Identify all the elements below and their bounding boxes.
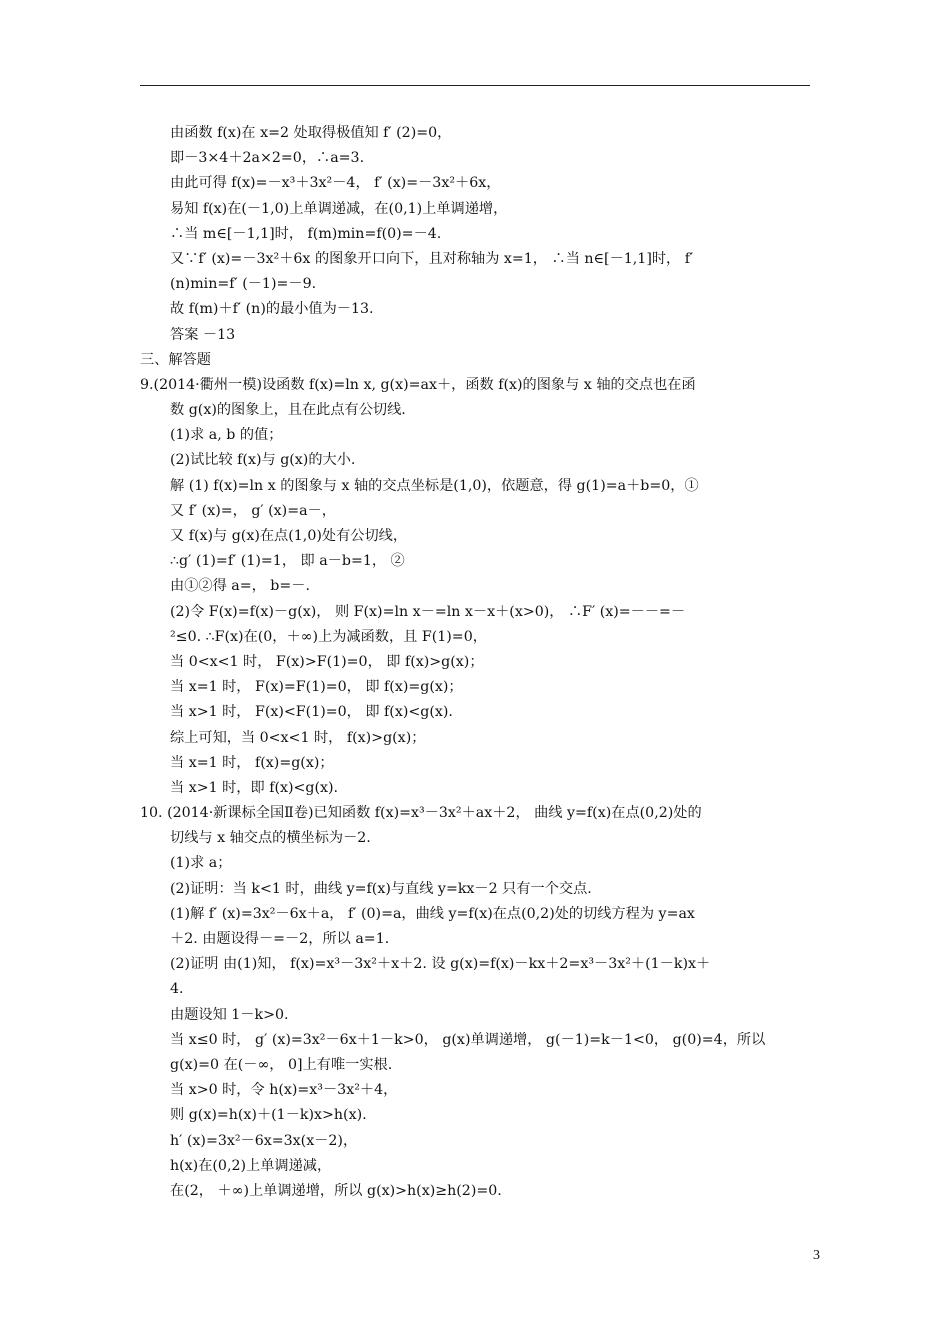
text-line: 当 x>1 时， F(x)<F(1)=0， 即 f(x)<g(x).	[170, 704, 453, 721]
text-line: 则 g(x)=h(x)＋(1－k)x>h(x).	[170, 1107, 367, 1124]
text-line: (2)试比较 f(x)与 g(x)的大小.	[170, 452, 356, 469]
text-line: 又 f′ (x)=， g′ (x)=a－，	[170, 502, 336, 519]
text-line: 易知 f(x)在(－1,0)上单调递减，在(0,1)上单调递增，	[170, 200, 508, 217]
text-line: 在(2， ＋∞)上单调递增，所以 g(x)>h(x)≥h(2)=0.	[170, 1182, 502, 1199]
text-line: ²≤0. ∴F(x)在(0，＋∞)上为减函数，且 F(1)=0，	[170, 628, 487, 645]
text-line: (n)min=f′ (－1)=－9.	[170, 276, 317, 293]
text-line: 又 f(x)与 g(x)在点(1,0)处有公切线，	[170, 528, 408, 544]
text-line: 当 x>0 时，令 h(x)=x³－3x²＋4，	[170, 1082, 398, 1099]
text-line: (2)令 F(x)=f(x)－g(x)， 则 F(x)=ln x－=ln x－x＋(x>0)， ∴F′ (x)=－－=－	[170, 603, 686, 620]
text-line: g(x)=0 在(－∞， 0]上有唯一实根.	[170, 1056, 393, 1073]
text-line: ∴g′ (1)=f′ (1)=1， 即 a－b=1， ②	[170, 553, 405, 570]
text-line: 由函数 f(x)在 x=2 处取得极值知 f′ (2)=0，	[170, 125, 452, 141]
text-line: ∴当 m∈[－1,1]时， f(m)min=f(0)=－4.	[170, 225, 442, 242]
text-line: 综上可知，当 0<x<1 时， f(x)>g(x)；	[170, 729, 426, 746]
text-line: 当 x=1 时， F(x)=F(1)=0， 即 f(x)=g(x)；	[170, 679, 463, 696]
text-line: (1)解 f′ (x)=3x²－6x＋a， f′ (0)=a，曲线 y=f(x)在点(0,2)处的切线方程为 y=ax	[170, 905, 695, 922]
text-line: 4.	[170, 981, 184, 998]
page-number: 3	[813, 1248, 820, 1263]
text-line: 当 x>1 时，即 f(x)<g(x).	[170, 779, 339, 796]
text-line: 切线与 x 轴交点的横坐标为－2.	[170, 830, 371, 847]
text-line: 故 f(m)＋f′ (n)的最小值为－13.	[170, 301, 374, 318]
text-line: 又∵f′ (x)=－3x²＋6x 的图象开口向下，且对称轴为 x=1， ∴当 n∈[－1,1]时， f′	[170, 250, 694, 267]
text-line: 由此可得 f(x)=－x³＋3x²－4， f′ (x)=－3x²＋6x，	[170, 175, 501, 192]
text-line: 数 g(x)的图象上，且在此点有公切线.	[170, 402, 406, 419]
text-line: 由①②得 a=， b=－.	[170, 578, 310, 595]
header-rule	[140, 85, 810, 86]
text-line: (2)证明 由(1)知， f(x)=x³－3x²＋x＋2. 设 g(x)=f(x)－kx＋2=x³－3x²＋(1－k)x＋	[170, 956, 711, 973]
text-line: 当 x≤0 时， g′ (x)=3x²－6x＋1－k>0， g(x)单调递增， g(－1)=k－1<0， g(0)=4，所以	[170, 1031, 766, 1048]
text-line: 解 (1) f(x)=ln x 的图象与 x 轴的交点坐标是(1,0)，依题意，得 g(1)=a＋b=0，①	[170, 477, 699, 494]
document-body	[140, 121, 816, 1204]
text-line: 由题设知 1－k>0.	[170, 1006, 289, 1023]
text-line: 10. (2014·新课标全国Ⅱ卷)已知函数 f(x)=x³－3x²＋ax＋2， 曲线 y=f(x)在点(0,2)处的	[140, 805, 702, 822]
text-line: h(x)在(0,2)上单调递减，	[170, 1157, 332, 1174]
text-line: (1)求 a, b 的值；	[170, 427, 283, 444]
text-line: 当 x=1 时， f(x)=g(x)；	[170, 754, 334, 771]
text-line: h′ (x)=3x²－6x=3x(x－2)，	[170, 1132, 358, 1149]
text-line: 即－3×4＋2a×2=0，∴a=3.	[170, 150, 365, 167]
text-line: 当 0<x<1 时， F(x)>F(1)=0， 即 f(x)>g(x)；	[170, 653, 484, 670]
text-line: (2)证明：当 k<1 时，曲线 y=f(x)与直线 y=kx－2 只有一个交点.	[170, 880, 592, 897]
text-line: 9.(2014·衢州一模)设函数 f(x)=ln x, g(x)=ax＋，函数 f(x)的图象与 x 轴的交点也在函	[140, 376, 696, 393]
text-line: 三、解答题	[140, 351, 211, 368]
text-line: ＋2. 由题设得－=－2，所以 a=1.	[170, 931, 390, 947]
text-line: (1)求 a；	[170, 855, 232, 872]
text-line: 答案 －13	[170, 326, 236, 343]
